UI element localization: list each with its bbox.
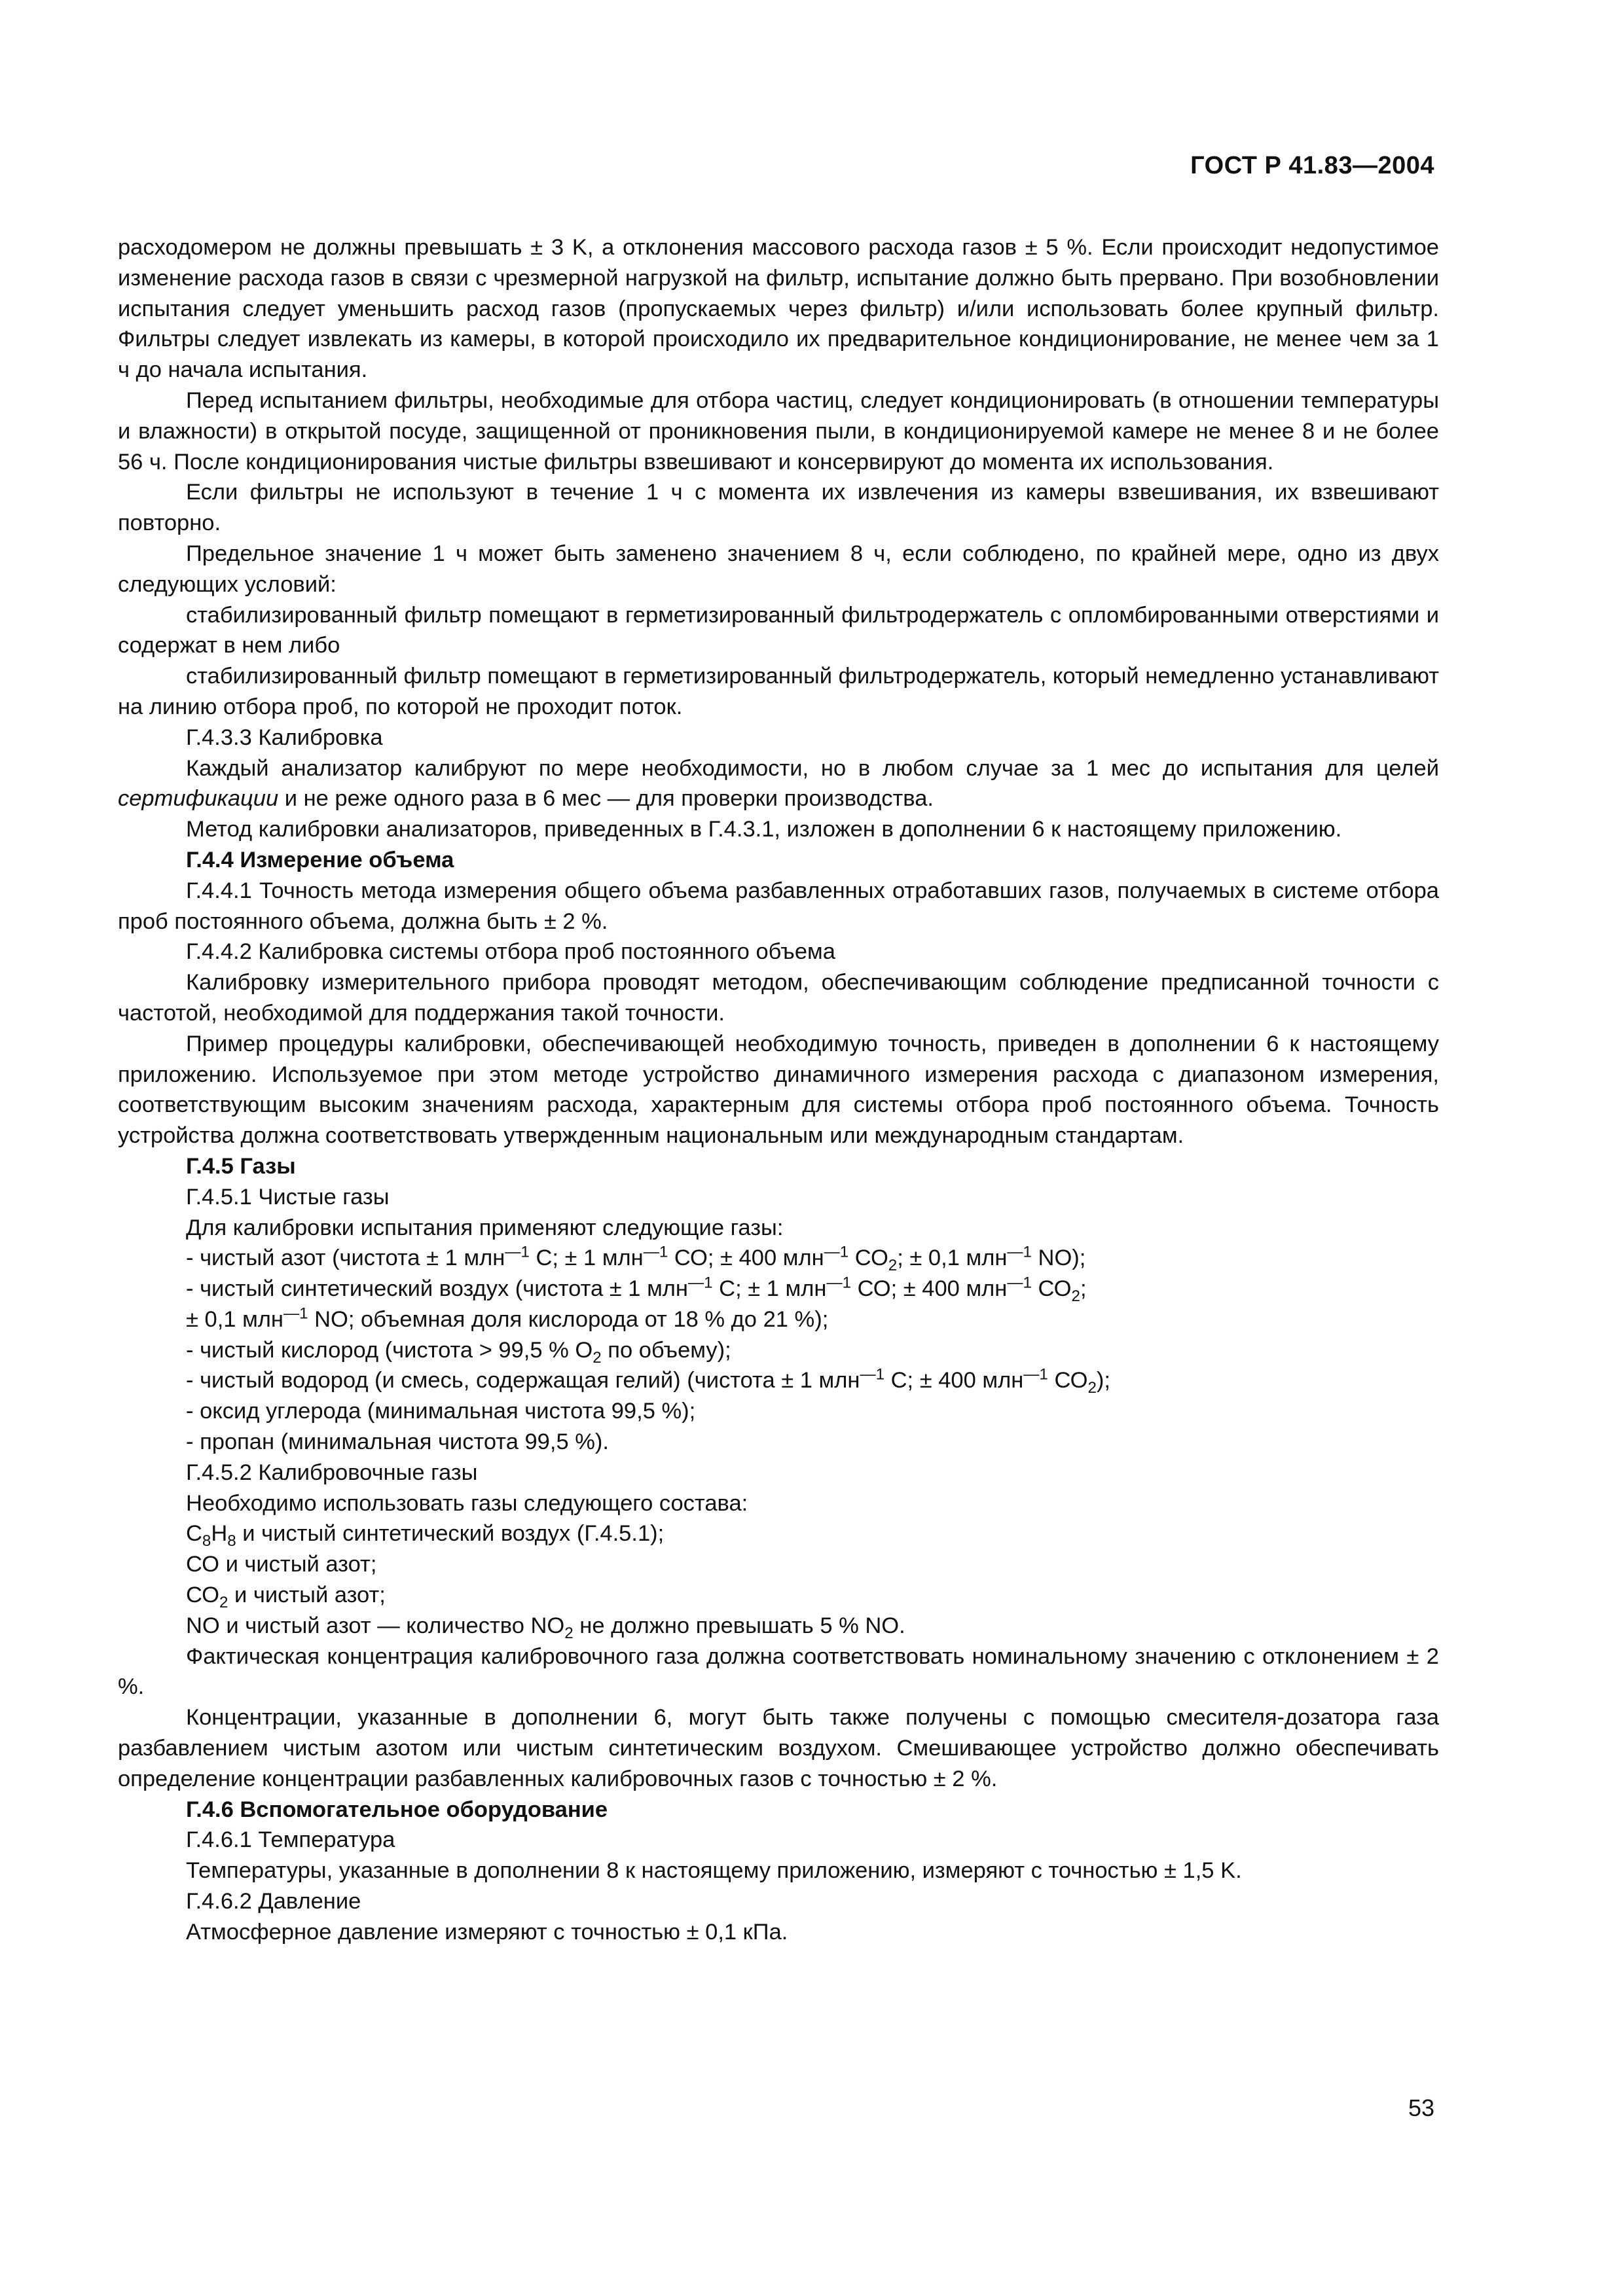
paragraph: [118, 753, 1439, 815]
superscript: —1: [283, 1304, 308, 1323]
paragraph: Пример процедуры калибровки, обеспечивающей необходимую точность, приведен в дополнении 6 к настоящему приложению. Используемое при этом методе устройство динамичного измерения расхода с диапазоном измерения, соответствующим высоким значениям расхода, характерным для системы отбора проб постоянного объема. Точность устройства должна соответствовать утвержденным национальным или международным стандартам.: [118, 1031, 1439, 1149]
superscript: —1: [643, 1243, 668, 1261]
paragraph: расходомером не должны превышать ± 3 K, а отклонения массового расхода газов ± 5 %. Если происходит недопустимое изменение расхода газов в связи с чрезмерной нагрузкой на фильтр, испытание должно быть прервано. При возобновлении испытания следует уменьшить расход газов (пропускаемых через фильтр) и/или использовать более крупный фильтр. Фильтры следует извлекать из камеры, в которой происходило их предварительное кондиционирование, не менее чем за 1 ч до начала испытания.: [118, 235, 1439, 383]
section-heading: Г.4.4 Измерение объема: [186, 847, 454, 872]
page-body: [118, 232, 1439, 1948]
text-run: С; ± 400 млн: [884, 1368, 1024, 1393]
paragraph: Калибровку измерительного прибора проводят методом, обеспечивающим соблюдение предписанной точности с частотой, необходимой для поддержания такой точности.: [118, 970, 1439, 1026]
text-run: - чистый синтетический воздух (чистота ± 1 млн: [186, 1276, 688, 1302]
document-code: ГОСТ Р 41.83—2004: [1190, 152, 1434, 179]
italic-term: сертификации: [118, 786, 279, 812]
paragraph: Перед испытанием фильтры, необходимые для отбора частиц, следует кондиционировать (в отношении температуры и влажности) в открытой посуде, защищенной от проникновения пыли, в кондиционируемой камере не менее 8 и не более 56 ч. После кондиционирования чистые фильтры взвешивают и консервируют до момента их использования.: [118, 387, 1439, 475]
text-run: СО: [848, 1246, 888, 1271]
list-item: [118, 1274, 1439, 1304]
text-run: СО; ± 400 млн: [668, 1246, 824, 1271]
text-run: NO и чистый азот — количество NO: [186, 1613, 565, 1638]
text-run: Каждый анализатор калибруют по мере необходимости, но в любом случае за 1 мес до испытания для целей: [186, 755, 1439, 781]
superscript: —1: [1023, 1365, 1048, 1384]
paragraph: Атмосферное давление измеряют с точностью ± 0,1 кПа.: [186, 1919, 788, 1945]
text-run: СО: [1048, 1368, 1088, 1393]
list-item: [118, 1611, 1439, 1641]
section-heading: Г.4.4.2 Калибровка системы отбора проб постоянного объема: [186, 939, 835, 965]
superscript: —1: [505, 1243, 530, 1261]
paragraph: Предельное значение 1 ч может быть заменено значением 8 ч, если соблюдено, по крайней мере, одно из двух следующих условий:: [118, 541, 1439, 597]
text-run: С; ± 1 млн: [529, 1246, 644, 1271]
text-run: и не реже одного раза в 6 мес — для проверки производства.: [284, 786, 934, 812]
list-item: - пропан (минимальная чистота 99,5 %).: [186, 1429, 609, 1455]
text-run: - чистый кислород (чистота > 99,5 % O: [186, 1337, 593, 1363]
section-heading: Г.4.5.2 Калибровочные газы: [186, 1460, 478, 1485]
subscript: 8: [202, 1532, 211, 1551]
text-run: СО: [1031, 1276, 1072, 1302]
list-item: СО и чистый азот;: [186, 1552, 377, 1577]
text-run: C: [186, 1521, 202, 1547]
text-run: H: [211, 1521, 228, 1547]
paragraph: Температуры, указанные в дополнении 8 к настоящему приложению, измеряют с точностью ± 1,5 K.: [186, 1858, 1242, 1884]
text-run: по объему);: [601, 1337, 731, 1363]
text-run: );: [1096, 1368, 1110, 1393]
subscript: 2: [564, 1624, 574, 1642]
subscript: 2: [219, 1593, 228, 1611]
section-heading: Г.4.6.2 Давление: [186, 1889, 361, 1914]
text-run: - чистый азот (чистота ± 1 млн: [186, 1246, 505, 1271]
paragraph: Для калибровки испытания применяют следующие газы:: [186, 1215, 784, 1240]
subscript: 2: [1087, 1379, 1097, 1397]
superscript: —1: [824, 1243, 849, 1261]
text-run: и чистый азот;: [228, 1583, 386, 1608]
list-item-continuation: [118, 1304, 1439, 1335]
list-item: - оксид углерода (минимальная чистота 99,5 %);: [186, 1399, 696, 1424]
section-heading: Г.4.5 Газы: [186, 1153, 296, 1179]
section-heading: Г.4.5.1 Чистые газы: [186, 1184, 390, 1210]
superscript: —1: [688, 1274, 713, 1292]
subscript: 2: [888, 1257, 898, 1275]
text-run: ; ± 0,1 млн: [897, 1246, 1008, 1271]
list-item: [118, 1365, 1439, 1396]
section-heading: Г.4.3.3 Калибровка: [186, 725, 383, 750]
list-item: [118, 1243, 1439, 1274]
text-run: NO; объемная доля кислорода от 18 % до 21 %);: [308, 1306, 829, 1332]
list-item: [118, 1518, 1439, 1549]
paragraph: Концентрации, указанные в дополнении 6, могут быть также получены с помощью смесителя-дозатора газа разбавлением чистым азотом или чистым синтетическим воздухом. Смешивающее устройство должно обеспечивать определение концентрации разбавленных калибровочных газов с точностью ± 2 %.: [118, 1705, 1439, 1791]
text-run: ± 0,1 млн: [186, 1306, 283, 1332]
list-item: [118, 1580, 1439, 1611]
text-run: С; ± 1 млн: [712, 1276, 827, 1302]
section-heading: Г.4.6.1 Температура: [186, 1827, 395, 1853]
text-run: СО: [186, 1583, 219, 1608]
text-run: NO);: [1031, 1246, 1086, 1271]
subscript: 2: [1071, 1287, 1080, 1305]
text-run: не должно превышать 5 % NO.: [573, 1613, 905, 1638]
paragraph: Г.4.4.1 Точность метода измерения общего объема разбавленных отработавших газов, получаемых в системе отбора проб постоянного объема, должна быть ± 2 %.: [118, 878, 1439, 934]
text-run: и чистый синтетический воздух (Г.4.5.1);: [236, 1521, 665, 1547]
superscript: —1: [860, 1365, 885, 1384]
text-run: - чистый водород (и смесь, содержащая гелий) (чистота ± 1 млн: [186, 1368, 860, 1393]
list-item: [118, 1335, 1439, 1366]
paragraph: стабилизированный фильтр помещают в герметизированный фильтродержатель, который немедленно устанавливают на линию отбора проб, по которой не проходит поток.: [118, 664, 1439, 719]
text-run: СО; ± 400 млн: [851, 1276, 1008, 1302]
paragraph: Фактическая концентрация калибровочного газа должна соответствовать номинальному значению с отклонением ± 2 %.: [118, 1643, 1439, 1700]
paragraph: Если фильтры не используют в течение 1 ч с момента их извлечения из камеры взвешивания, их взвешивают повторно.: [118, 480, 1439, 536]
text-run: ;: [1080, 1276, 1087, 1302]
paragraph: Необходимо использовать газы следующего состава:: [186, 1490, 748, 1516]
superscript: —1: [1007, 1243, 1032, 1261]
paragraph: стабилизированный фильтр помещают в герметизированный фильтродержатель с опломбированными отверстиями и содержат в нем либо: [118, 602, 1439, 658]
superscript: —1: [826, 1274, 852, 1292]
superscript: —1: [1007, 1274, 1032, 1292]
section-heading: Г.4.6 Вспомогательное оборудование: [186, 1797, 608, 1822]
subscript: 2: [593, 1348, 602, 1367]
page-number: 53: [1408, 2094, 1434, 2121]
subscript: 8: [227, 1532, 236, 1551]
paragraph: Метод калибровки анализаторов, приведенных в Г.4.3.1, изложен в дополнении 6 к настоящему приложению.: [186, 817, 1342, 842]
